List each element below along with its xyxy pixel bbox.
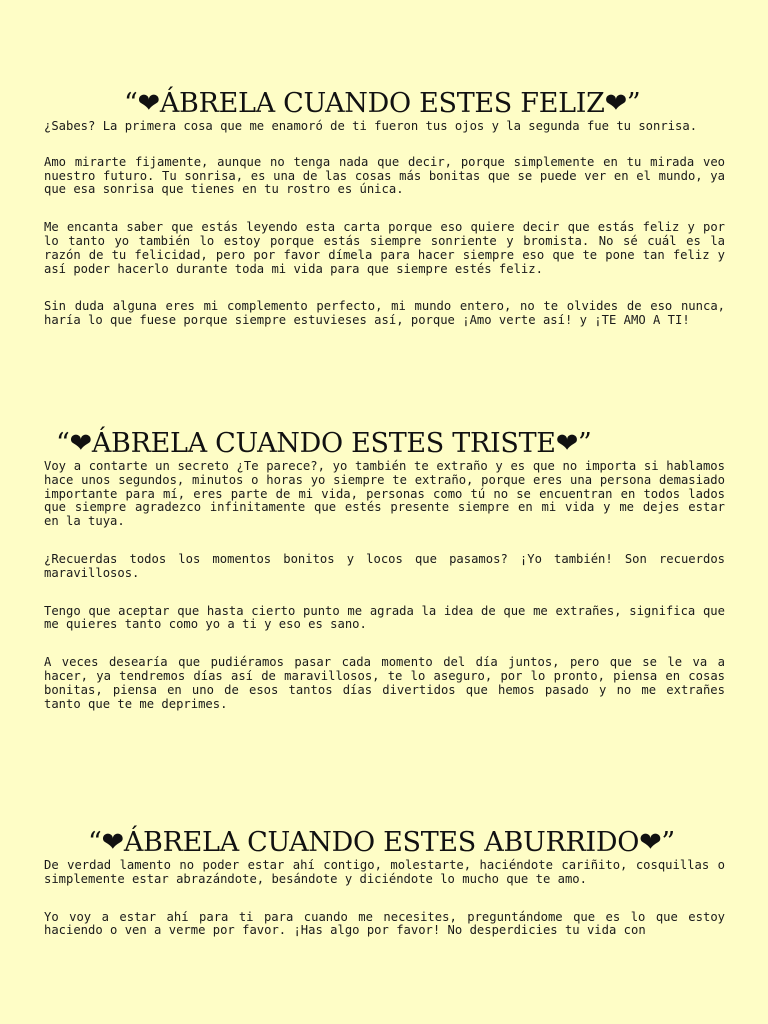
section-title: “❤ÁBRELA CUANDO ESTES FELIZ❤” (124, 88, 641, 119)
paragraph: Me encanta saber que estás leyendo esta carta porque eso quiere decir que estás feliz y por lo tanto yo también lo estoy porque estás siempre sonriente y bromista. No sé cuál es la razón de tu felicidad, pero por favor dímela para hacer siempre eso que te pone tan feliz y así poder hacerlo durante toda mi vida para que siempre estés feliz. (44, 220, 725, 276)
paragraph: ¿Sabes? La primera cosa que me enamoró de ti fueron tus ojos y la segunda fue tu sonrisa. (44, 119, 698, 133)
section-title: “❤ÁBRELA CUANDO ESTES ABURRIDO❤” (88, 827, 675, 858)
paragraph: Amo mirarte fijamente, aunque no tenga nada que decir, porque simplemente en tu mirada veo nuestro futuro. Tu sonrisa, es una de las cosas más bonitas que se puede ver en el mundo, ya que esa sonrisa que tienes en tu rostro es única. (44, 154, 725, 197)
paragraph: Voy a contarte un secreto ¿Te parece?, yo también te extraño y es que no importa si hablamos hace unos segundos, minutos o horas yo siempre te extraño, porque eres una persona demasiado importante para mí, eres parte de mi vida, personas como tú no se encuentran en todos lados que siempre agradezco infinitamente que estés presente siempre en mi vida y me dejes estar en la tuya. (44, 459, 725, 529)
paragraph: ¿Recuerdas todos los momentos bonitos y locos que pasamos? ¡Yo también! Son recuerdos maravillosos. (44, 551, 725, 580)
paragraph: Tengo que aceptar que hasta cierto punto me agrada la idea de que me extrañes, significa que me quieres tanto como yo a ti y eso es sano. (44, 603, 725, 632)
section-title: “❤ÁBRELA CUANDO ESTES TRISTE❤” (56, 428, 592, 459)
section-triste (44, 428, 725, 711)
paragraph: A veces desearía que pudiéramos pasar cada momento del día juntos, pero que se le va a hacer, ya tendremos días así de maravillosos, te lo aseguro, por lo pronto, piensa en cosas bonitas, piensa en uno de esos tantos días divertidos que hemos pasado y no me extrañes tanto que te me deprimes. (44, 655, 725, 711)
paragraph: Yo voy a estar ahí para ti para cuando me necesites, preguntándome que es lo que estoy haciendo o ven a verme por favor. ¡Has algo por favor! No desperdicies tu vida con (44, 909, 725, 938)
paragraph: De verdad lamento no poder estar ahí contigo, molestarte, haciéndote cariñito, cosquillas o simplemente estar abrazándote, besándote y diciéndote lo mucho que te amo. (44, 858, 725, 886)
section-feliz (44, 88, 725, 328)
paragraph: Sin duda alguna eres mi complemento perfecto, mi mundo entero, no te olvides de eso nunca, haría lo que fuese porque siempre estuvieses así, porque ¡Amo verte así! y ¡TE AMO A TI! (44, 299, 725, 328)
section-aburrido (44, 827, 725, 938)
